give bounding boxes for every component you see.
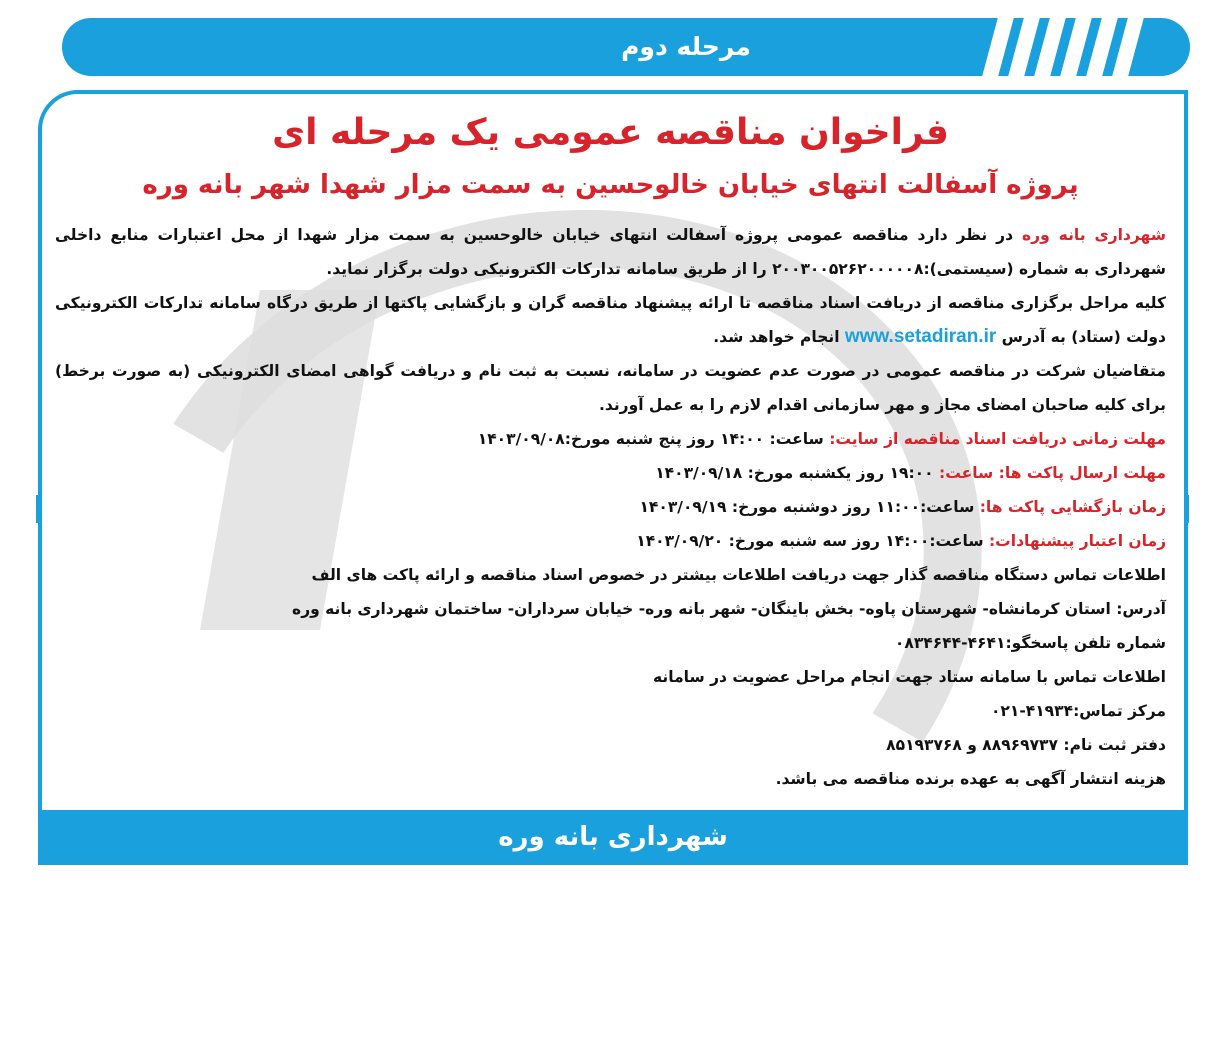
deadline-row	[55, 422, 1166, 456]
deadline-label: مهلت زمانی دریافت اسناد مناقصه از سایت:	[829, 430, 1166, 448]
footer-banner	[38, 810, 1188, 865]
contact-line: اطلاعات تماس با سامانه ستاد جهت انجام مراحل عضویت در سامانه	[653, 668, 1166, 686]
deadline-label: زمان اعتبار پیشنهادات:	[988, 532, 1166, 550]
deadline-row	[55, 456, 1166, 490]
call-center-line: مرکز تماس:۴۱۹۳۴-۰۲۱	[990, 702, 1166, 720]
ad-title: فراخوان مناقصه عمومی یک مرحله ای	[272, 112, 949, 153]
paragraph-procedure	[55, 286, 1166, 354]
stage-label: مرحله دوم	[621, 32, 751, 61]
paragraph-intro	[55, 218, 1166, 286]
registration-line: دفتر ثبت نام: ۸۸۹۶۹۷۳۷ و ۸۵۱۹۳۷۶۸	[886, 736, 1166, 754]
address-line: آدرس: استان کرمانشاه- شهرستان پاوه- بخش باینگان- شهر بانه وره- خیابان سرداران- ساختمان شهرداری بانه وره	[292, 600, 1166, 618]
org-name: شهرداری بانه وره	[1022, 226, 1166, 244]
paragraph-applicants: متقاضیان شرکت در مناقصه عمومی در صورت عدم عضویت در سامانه، نسبت به ثبت نام و دریافت گواهی امضای الکترونیکی (به صورت برخط) برای کلیه صاحبان امضای مجاز و مهر سازمانی اقدام لازم را به عمل آورند.	[55, 362, 1166, 414]
procedure-end: انجام خواهد شد.	[713, 328, 845, 346]
deadline-row	[55, 490, 1166, 524]
phone-line: شماره تلفن پاسخگو:۴۶۴۱-۰۸۳۴۶۴۴	[894, 634, 1166, 652]
deadline-value: ساعت: ۱۴:۰۰ روز پنج شنبه مورخ:۱۴۰۳/۰۹/۰۸	[477, 430, 830, 448]
deadline-row	[55, 524, 1166, 558]
procedure-text: کلیه مراحل برگزاری مناقصه از دریافت اسناد مناقصه تا ارائه پیشنهاد مناقصه گران و بازگشایی پاکتها از طریق درگاه سامانه تدارکات الکترونیکی دولت (ستاد) به آدرس	[55, 294, 1166, 346]
ad-body	[55, 218, 1166, 796]
ad-subtitle: پروژه آسفالت انتهای خیابان خالوحسین به سمت مزار شهدا شهر بانه وره	[142, 170, 1079, 200]
intro-text: در نظر دارد مناقصه عمومی پروژه آسفالت انتهای خیابان خالوحسین به سمت مزار شهدا از محل اعتبارات منابع داخلی شهرداری به شماره (سیستمی):۲۰۰۳۰۰۵۲۶۲۰۰۰۰۰۸ را از طریق سامانه تدارکات الکترونیکی دولت برگزار نماید.	[55, 226, 1166, 278]
footer-org: شهرداری بانه وره	[498, 822, 728, 852]
contact-line: اطلاعات تماس دستگاه مناقصه گذار جهت دریافت اطلاعات بیشتر در خصوص اسناد مناقصه و ارائه پاکت های الف	[311, 566, 1166, 584]
divider-tick	[36, 495, 39, 523]
setadiran-link[interactable]: www.setadiran.ir	[844, 326, 997, 347]
decorative-stripes	[990, 18, 1160, 76]
deadline-value: ۱۹:۰۰ روز یکشنبه مورخ: ۱۴۰۳/۰۹/۱۸	[655, 464, 940, 482]
deadline-label: مهلت ارسال پاکت ها: ساعت:	[939, 464, 1166, 482]
deadline-label: زمان بازگشایی پاکت ها:	[979, 498, 1166, 516]
divider-tick	[1186, 495, 1189, 523]
deadline-value: ساعت:۱۱:۰۰ روز دوشنبه مورخ: ۱۴۰۳/۰۹/۱۹	[639, 498, 980, 516]
deadline-value: ساعت:۱۴:۰۰ روز سه شنبه مورخ: ۱۴۰۳/۰۹/۲۰	[636, 532, 989, 550]
cost-line: هزینه انتشار آگهی به عهده برنده مناقصه می باشد.	[775, 770, 1166, 788]
